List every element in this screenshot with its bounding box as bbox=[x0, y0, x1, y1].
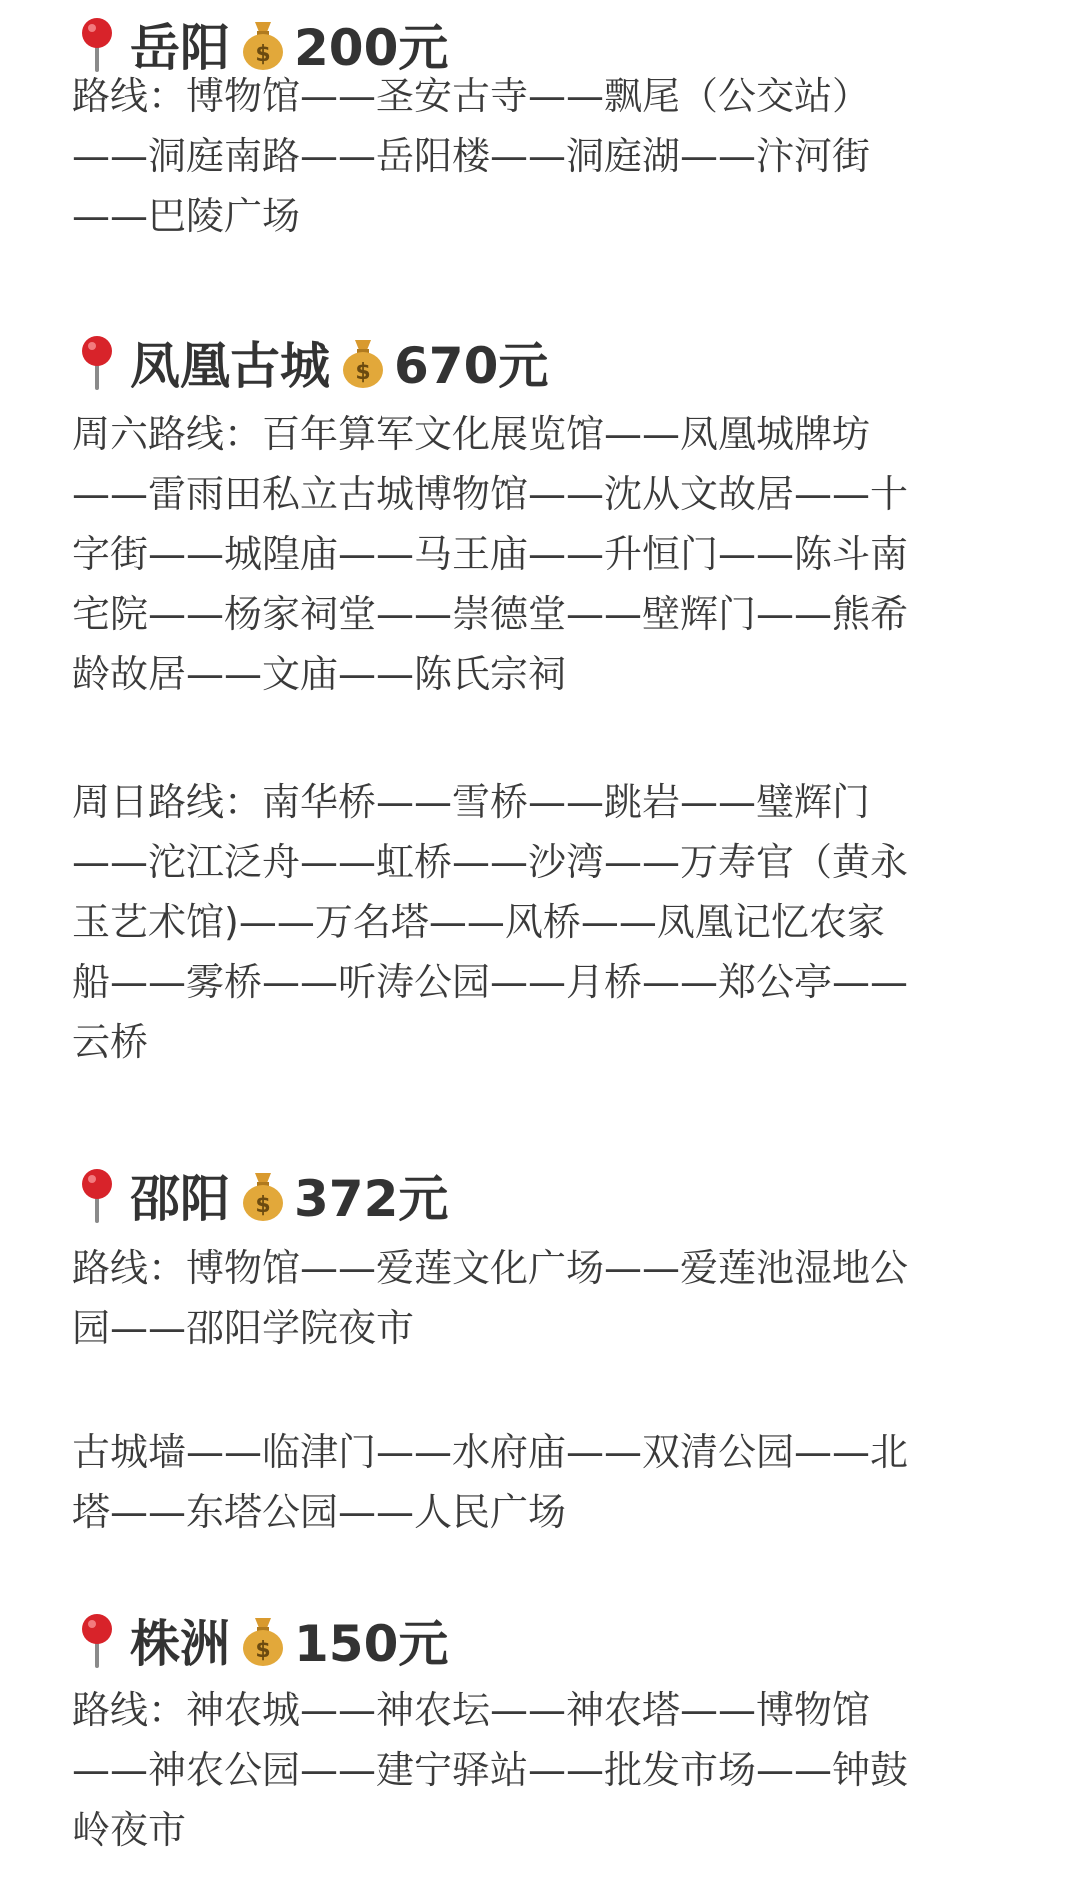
city-name: 邵阳 bbox=[130, 1170, 230, 1228]
route-line: 古城墙——临津门——水府庙——双清公园——北 bbox=[72, 1430, 909, 1474]
price: 372元 bbox=[294, 1170, 449, 1228]
round-pushpin-icon bbox=[72, 16, 122, 72]
price: 670元 bbox=[394, 337, 549, 395]
round-pushpin-icon bbox=[72, 334, 122, 390]
svg-text:$: $ bbox=[255, 42, 271, 67]
route-line: 周日路线：南华桥——雪桥——跳岩——璧辉门 bbox=[72, 780, 871, 824]
svg-text:$: $ bbox=[255, 1193, 271, 1218]
section-title bbox=[72, 1600, 448, 1680]
route-line: ——洞庭南路——岳阳楼——洞庭湖——汴河街 bbox=[72, 134, 871, 178]
route-line: 船——雾桥——听涛公园——月桥——郑公亭—— bbox=[72, 960, 909, 1004]
route-paragraph bbox=[72, 1680, 908, 1860]
money-bag-icon bbox=[238, 16, 288, 72]
route-line: 路线：博物馆——圣安古寺——飘尾（公交站） bbox=[72, 74, 871, 118]
route-line: 园——邵阳学院夜市 bbox=[72, 1306, 415, 1350]
city-name: 株洲 bbox=[130, 1615, 230, 1673]
section-title bbox=[72, 1155, 448, 1235]
route-paragraph-sunday bbox=[72, 772, 908, 1072]
money-bag-icon bbox=[238, 1167, 288, 1223]
round-pushpin-icon bbox=[72, 1612, 122, 1668]
route-line: ——沱江泛舟——虹桥——沙湾——万寿官（黄永 bbox=[72, 840, 909, 884]
round-pushpin-icon bbox=[72, 1167, 122, 1223]
route-line: 玉艺术馆)——万名塔——风桥——凤凰记忆农家 bbox=[72, 900, 885, 944]
price: 200元 bbox=[294, 19, 449, 77]
price: 150元 bbox=[294, 1615, 449, 1673]
route-paragraph-saturday bbox=[72, 404, 908, 704]
route-line: 路线：神农城——神农坛——神农塔——博物馆 bbox=[72, 1688, 871, 1732]
city-name: 岳阳 bbox=[130, 19, 230, 77]
route-line: 岭夜市 bbox=[72, 1808, 187, 1852]
city-name: 凤凰古城 bbox=[130, 337, 330, 395]
route-line: 宅院——杨家祠堂——崇德堂——壁辉门——熊希 bbox=[72, 592, 909, 636]
money-bag-icon bbox=[238, 1612, 288, 1668]
route-line: 路线：博物馆——爱莲文化广场——爱莲池湿地公 bbox=[72, 1246, 909, 1290]
route-line: ——巴陵广场 bbox=[72, 194, 301, 238]
section-title bbox=[72, 322, 548, 402]
route-line: ——神农公园——建宁驿站——批发市场——钟鼓 bbox=[72, 1748, 909, 1792]
money-bag-icon bbox=[338, 334, 388, 390]
route-line: 龄故居——文庙——陈氏宗祠 bbox=[72, 652, 567, 696]
route-line: 字街——城隍庙——马王庙——升恒门——陈斗南 bbox=[72, 532, 909, 576]
route-line: 云桥 bbox=[72, 1020, 149, 1064]
route-line: ——雷雨田私立古城博物馆——沈从文故居——十 bbox=[72, 472, 909, 516]
svg-text:$: $ bbox=[255, 1638, 271, 1663]
route-line: 塔——东塔公园——人民广场 bbox=[72, 1490, 567, 1534]
svg-text:$: $ bbox=[355, 360, 371, 385]
route-paragraph bbox=[72, 1422, 908, 1542]
route-paragraph bbox=[72, 66, 870, 246]
route-paragraph bbox=[72, 1238, 908, 1358]
route-line: 周六路线：百年算军文化展览馆——凤凰城牌坊 bbox=[72, 412, 871, 456]
